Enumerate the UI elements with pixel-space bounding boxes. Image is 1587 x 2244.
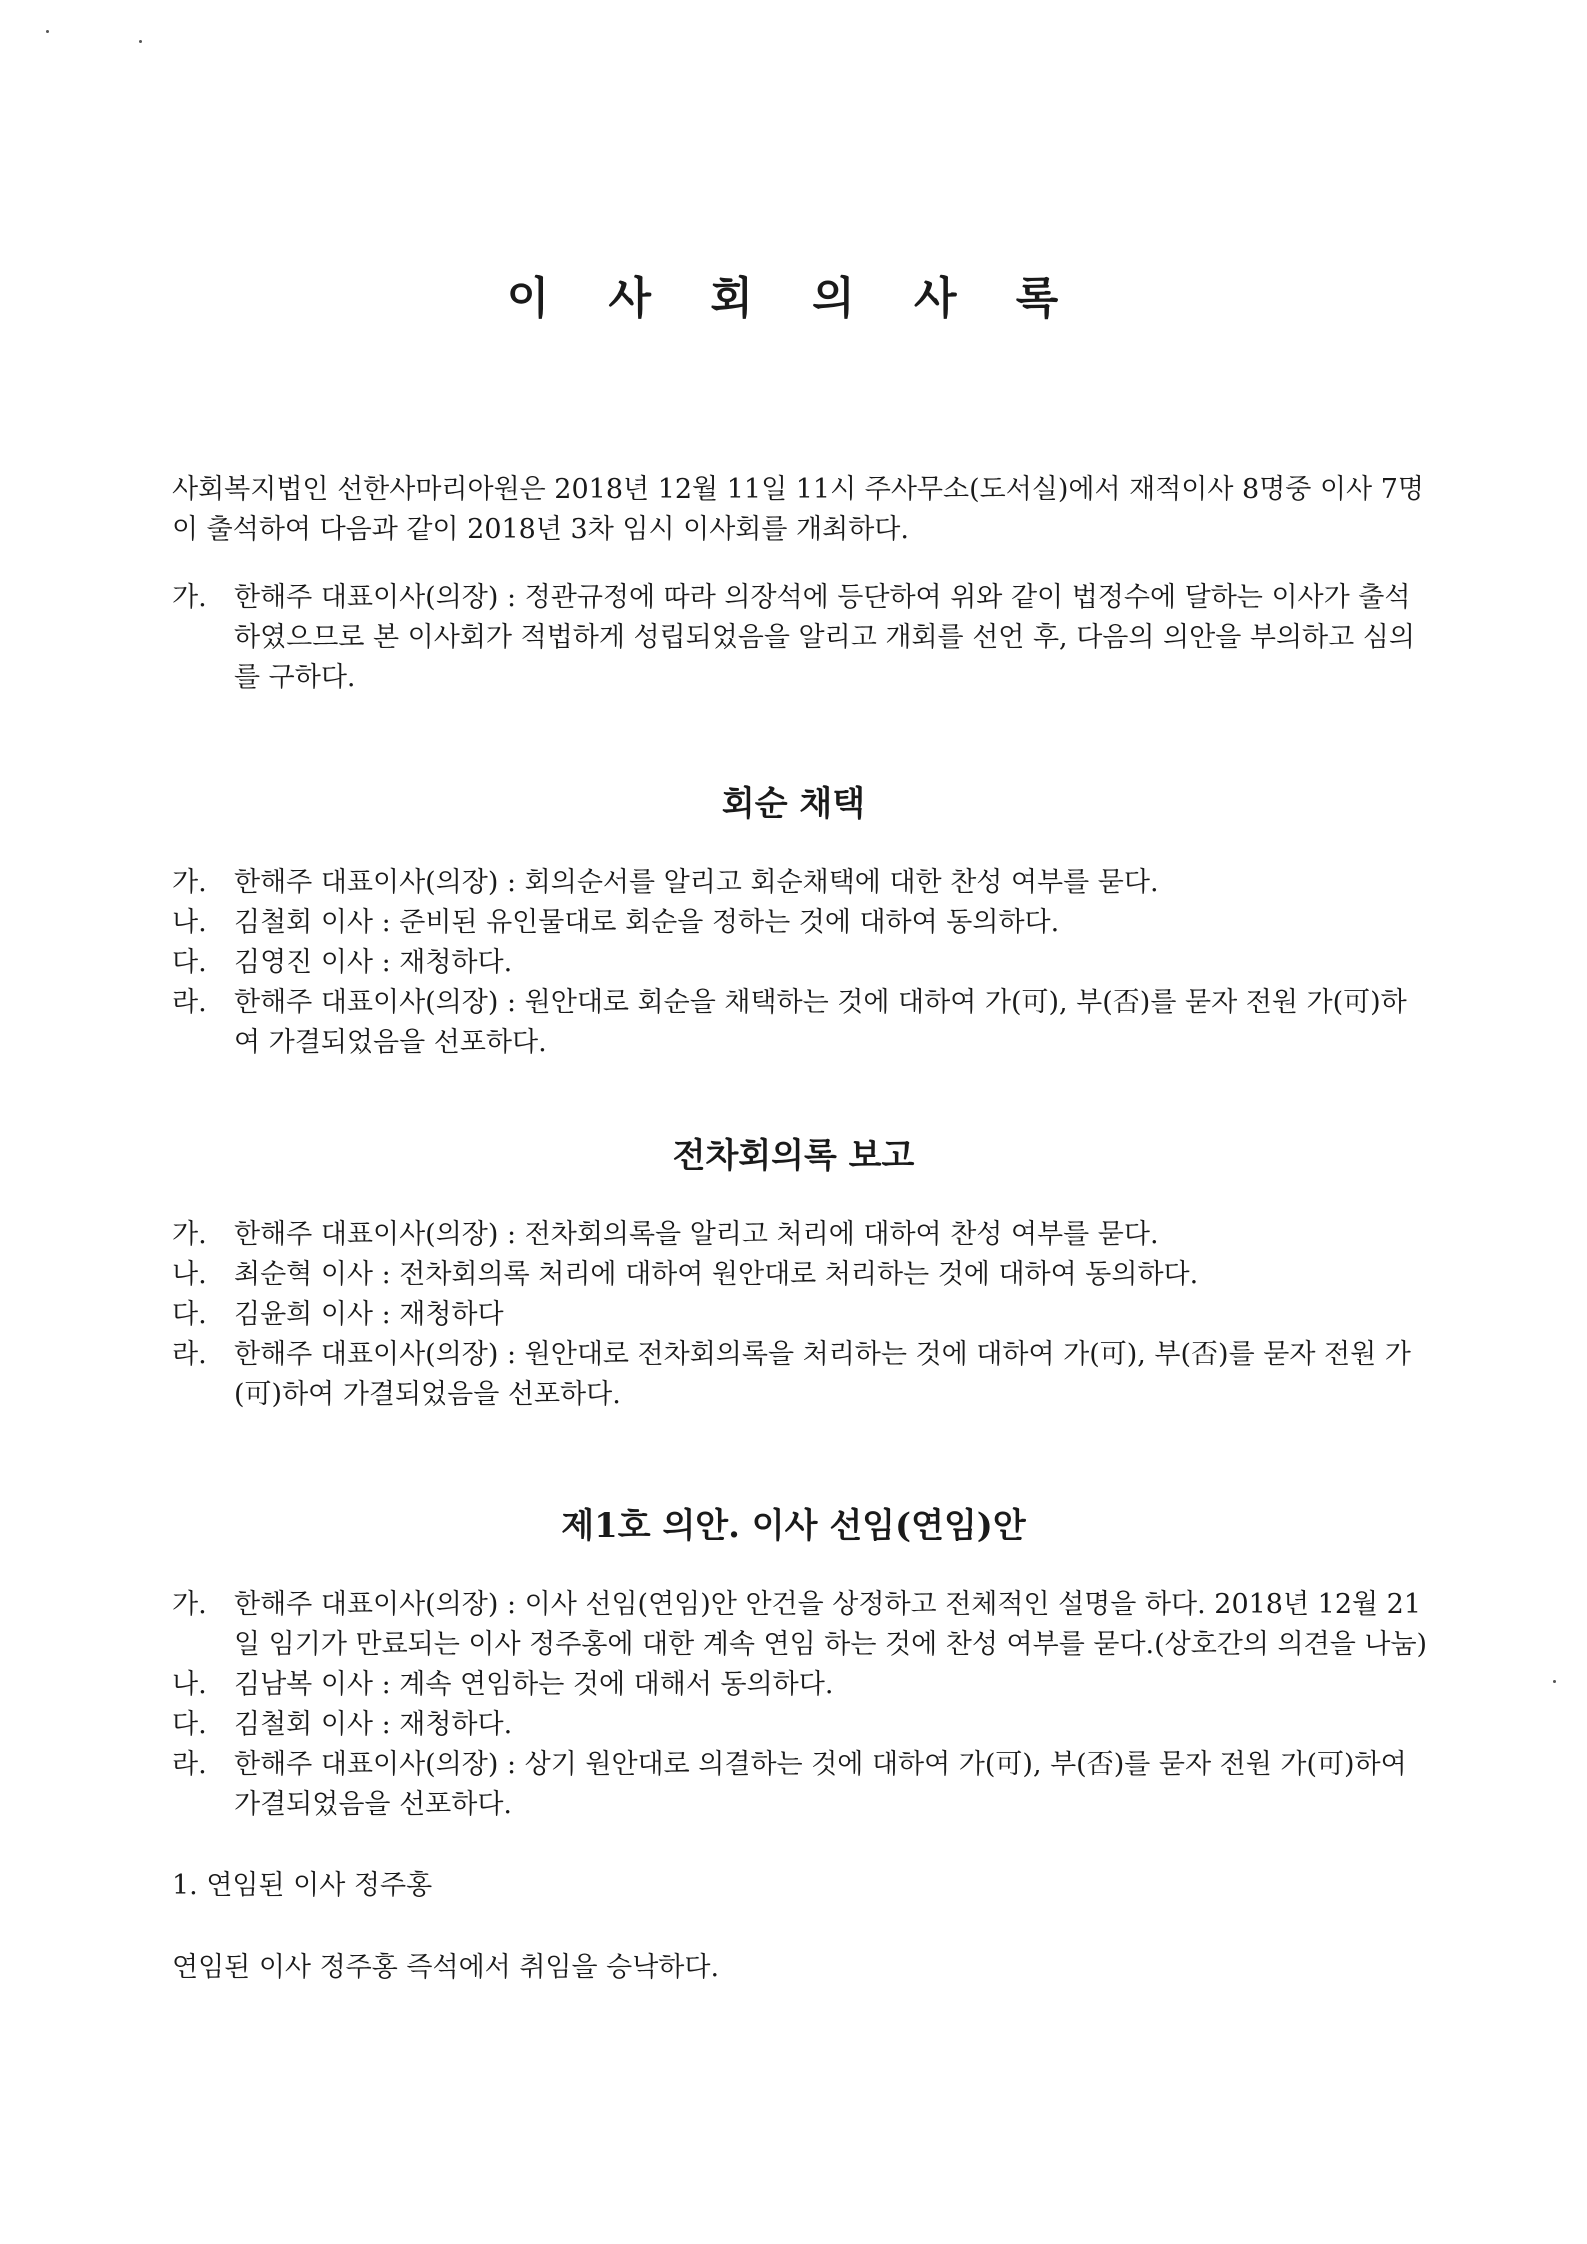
item-text: 한해주 대표이사(의장) : 회의순서를 알리고 회순채택에 대한 찬성 여부를 묻다. (234, 867, 1159, 898)
item-marker: 가. (172, 1219, 207, 1250)
section-list-minutes (172, 1215, 1430, 1415)
item-text: 김영진 이사 : 재청하다. (234, 947, 513, 978)
closing-statement: 연임된 이사 정주홍 즉석에서 취임을 승낙하다. (172, 1952, 720, 1983)
opening-item (172, 578, 1430, 698)
scan-speck (46, 30, 49, 33)
item-marker: 가. (172, 867, 207, 898)
scan-speck (1553, 1680, 1556, 1683)
item-text: 한해주 대표이사(의장) : 정관규정에 따라 의장석에 등단하여 위와 같이 법정수에 달하는 이사가 출석하였으므로 본 이사회가 적법하게 성립되었음을 알리고 개회를 선언 후, 다음의 의안을 부의하고 심의를 구하다. (234, 582, 1415, 693)
item-marker: 라. (172, 1749, 207, 1780)
item-text: 한해주 대표이사(의장) : 상기 원안대로 의결하는 것에 대하여 가(可), 부(否)를 묻자 전원 가(可)하여 가결되었음을 선포하다. (234, 1749, 1407, 1820)
section-heading-minutes: 전차회의록 보고 (672, 1136, 915, 1176)
list-item (172, 1335, 1430, 1415)
list-item (172, 1665, 1430, 1705)
item-text: 한해주 대표이사(의장) : 전차회의록을 알리고 처리에 대하여 찬성 여부를 묻다. (234, 1219, 1159, 1250)
list-item (172, 1255, 1430, 1295)
item-marker: 나. (172, 1259, 207, 1290)
item-marker: 가. (172, 1589, 207, 1620)
item-text: 최순혁 이사 : 전차회의록 처리에 대하여 원안대로 처리하는 것에 대하여 동의하다. (234, 1259, 1199, 1290)
section-heading-agenda: 회순 채택 (721, 784, 866, 824)
item-marker: 나. (172, 1669, 207, 1700)
document-title: 이 사 회 의 사 록 (506, 273, 1081, 324)
item-marker: 다. (172, 947, 207, 978)
item-marker: 라. (172, 987, 207, 1018)
list-item (172, 1585, 1430, 1665)
result-item: 1. 연임된 이사 정주홍 (172, 1870, 433, 1901)
item-text: 한해주 대표이사(의장) : 이사 선임(연임)안 안건을 상정하고 전체적인 설명을 하다. 2018년 12월 21일 임기가 만료되는 이사 정주홍에 대한 계속 연임 하는 것에 찬성 여부를 묻다.(상호간의 의견을 나눔) (234, 1589, 1428, 1660)
list-item (172, 1705, 1430, 1745)
item-text: 김철회 이사 : 재청하다. (234, 1709, 513, 1740)
list-item (172, 1215, 1430, 1255)
scan-speck (139, 40, 142, 43)
list-item (172, 863, 1430, 903)
list-item (172, 943, 1430, 983)
item-marker: 다. (172, 1299, 207, 1330)
list-item (172, 983, 1430, 1063)
item-marker: 가. (172, 582, 207, 613)
list-item (172, 903, 1430, 943)
item-marker: 라. (172, 1339, 207, 1370)
item-marker: 다. (172, 1709, 207, 1740)
item-marker: 나. (172, 907, 207, 938)
list-item (172, 1295, 1430, 1335)
list-item (172, 1745, 1430, 1825)
item-text: 김남복 이사 : 계속 연임하는 것에 대해서 동의하다. (234, 1669, 834, 1700)
item-text: 김철회 이사 : 준비된 유인물대로 회순을 정하는 것에 대하여 동의하다. (234, 907, 1060, 938)
item-text: 한해주 대표이사(의장) : 원안대로 전차회의록을 처리하는 것에 대하여 가(可), 부(否)를 묻자 전원 가(可)하여 가결되었음을 선포하다. (234, 1339, 1411, 1410)
section-list-agenda (172, 863, 1430, 1063)
item-text: 한해주 대표이사(의장) : 원안대로 회순을 채택하는 것에 대하여 가(可), 부(否)를 묻자 전원 가(可)하여 가결되었음을 선포하다. (234, 987, 1407, 1058)
section-list-motion-1 (172, 1585, 1430, 1825)
intro-paragraph: 사회복지법인 선한사마리아원은 2018년 12월 11일 11시 주사무소(도서실)에서 재적이사 8명중 이사 7명이 출석하여 다음과 같이 2018년 3차 임시 이사회를 개최하다. (172, 474, 1424, 545)
section-heading-motion-1: 제1호 의안. 이사 선임(연임)안 (561, 1506, 1026, 1546)
item-text: 김윤희 이사 : 재청하다 (234, 1299, 504, 1330)
